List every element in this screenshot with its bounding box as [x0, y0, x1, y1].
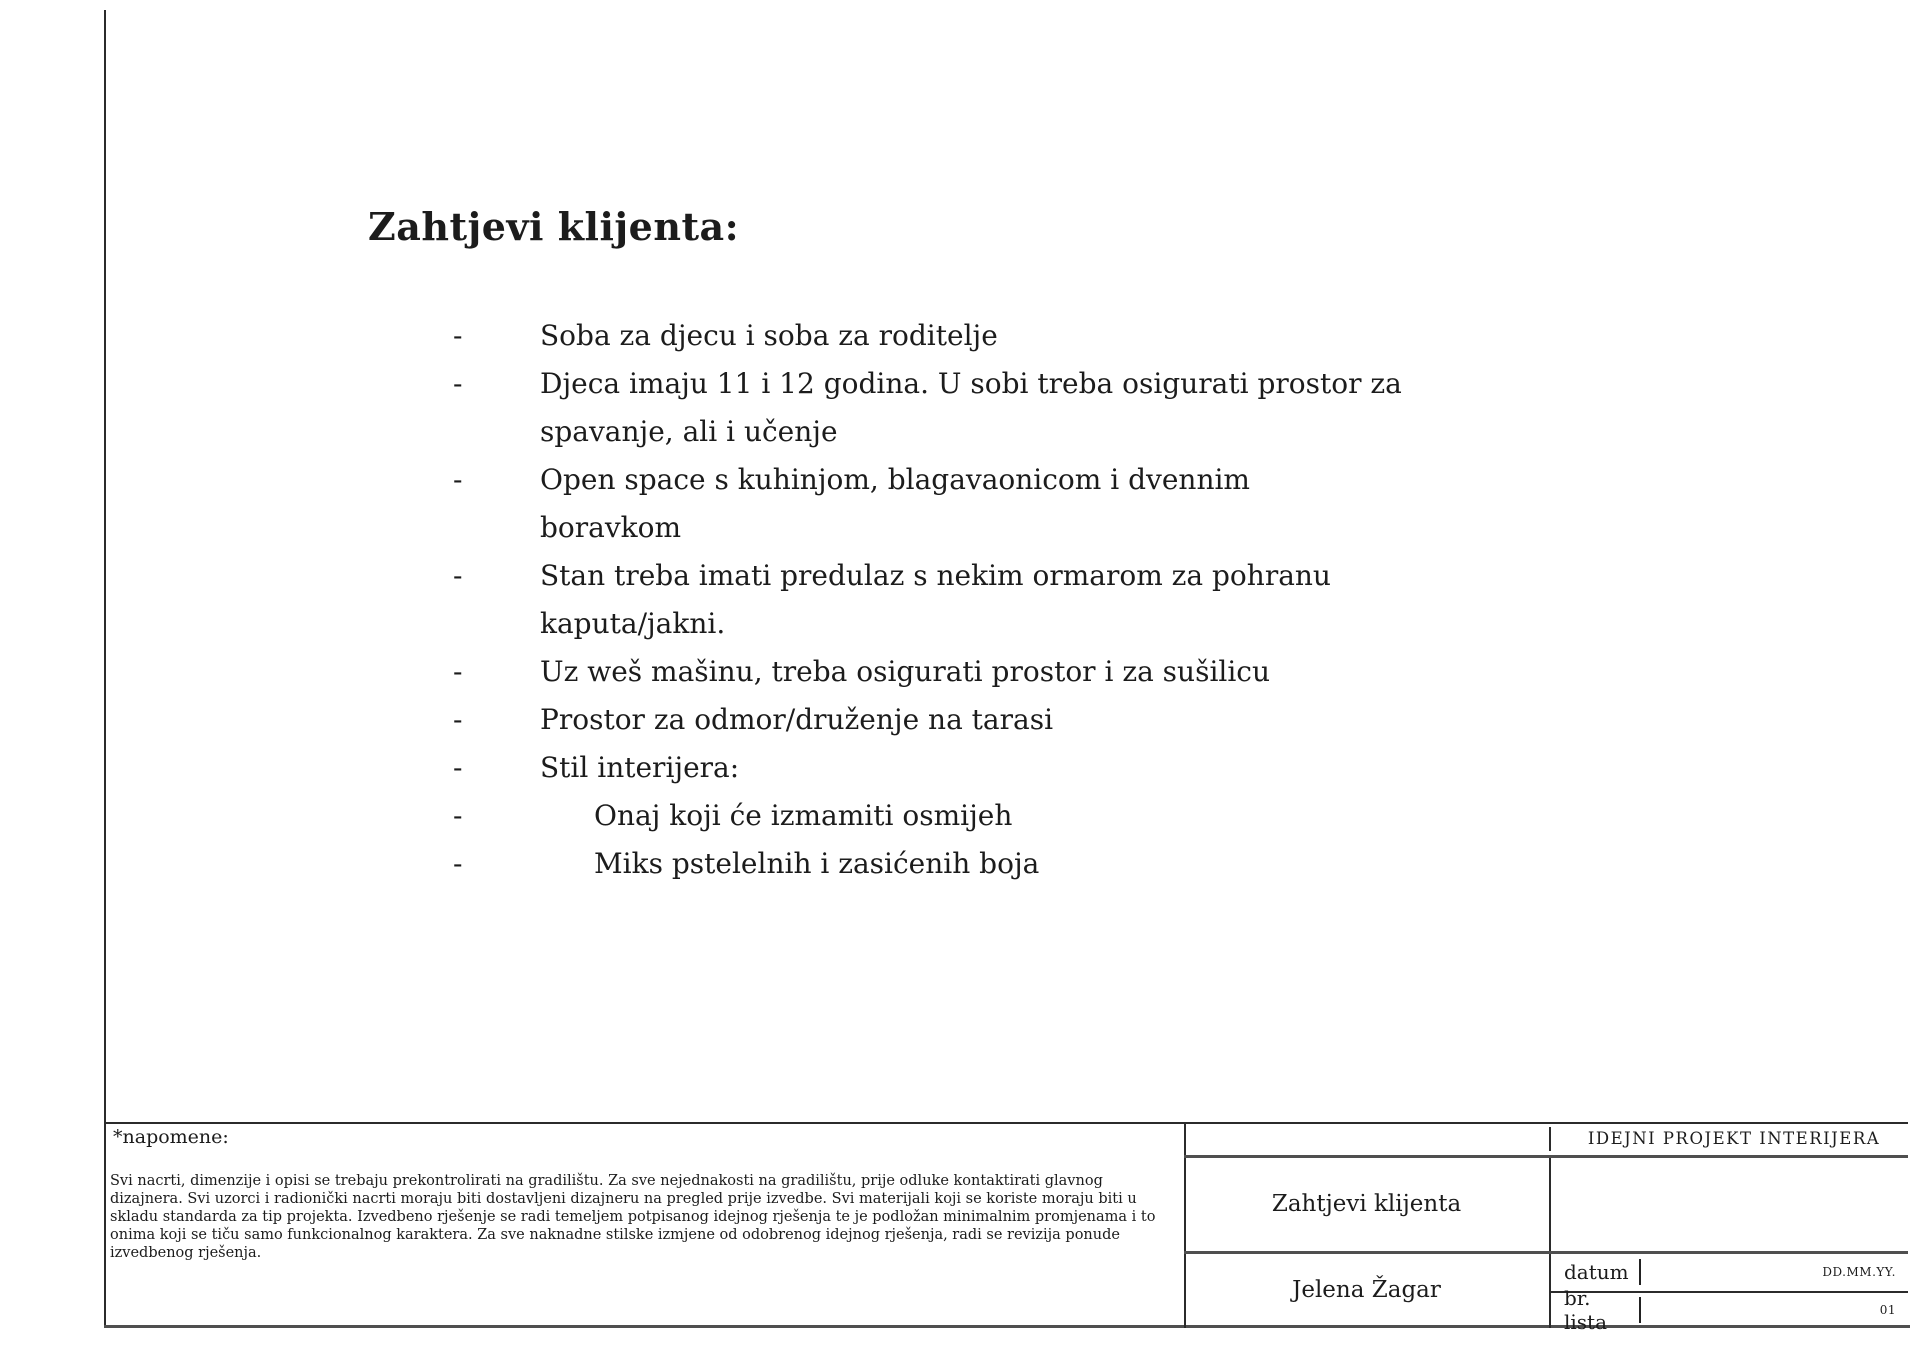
bullet-text: Open space s kuhinjom, blagavaonicom i dvennim boravkom: [540, 463, 1250, 544]
date-label: datum: [1564, 1259, 1629, 1284]
bullet-item: [453, 456, 1402, 552]
notes-text: Svi nacrti, dimenzije i opisi se trebaju prekontrolirati na gradilištu. Za sve nejednakosti na gradilištu, prije odluke kontaktirati glavnog dizajnera. Svi uzorci i radionički nacrti moraju biti dostavljeni dizajneru na pregled prije izvedbe. Svi materijali koji se koriste moraju biti u skladu standarda za tip projekta. Izvedbeno rješenje se radi temeljem potpisanog idejnog rješenja te je podložan minimalnim promjenama i to onima koji se tiču samo funkcionalnog karaktera. Za sve naknadne stilske izmjene od odobrenog idejnog rješenja, radi se revizija ponude izvedbenog rješenja.: [110, 1173, 1156, 1261]
bullet-dash: -: [453, 655, 463, 688]
sheet-number-label: br. lista: [1564, 1286, 1608, 1334]
notes-label: *napomene:: [113, 1126, 229, 1148]
bullet-text: Onaj koji će izmamiti osmijeh: [594, 799, 1013, 832]
project-type: IDEJNI PROJEKT INTERIJERA: [1587, 1129, 1881, 1148]
requirements-list: [453, 312, 1402, 888]
bullet-item: [453, 648, 1402, 696]
bullet-text: Uz weš mašinu, treba osigurati prostor i za sušilicu: [540, 655, 1271, 688]
sheet-number-row: [1549, 1286, 1908, 1334]
bullet-dash: -: [453, 559, 463, 592]
bullet-item: [453, 552, 1402, 648]
bullet-item: [453, 840, 1402, 888]
page-title: Zahtjevi klijenta:: [368, 204, 740, 249]
sheet-title: Zahtjevi klijenta: [1271, 1190, 1462, 1217]
bullet-text: Soba za djecu i soba za roditelje: [540, 319, 998, 352]
bullet-dash: -: [453, 703, 463, 736]
sheet-number-value: 01: [1879, 1303, 1896, 1317]
bullet-text: Stil interijera:: [540, 751, 740, 784]
bullet-text: Prostor za odmor/druženje na tarasi: [540, 703, 1054, 736]
page-margin-line: [104, 10, 106, 1328]
bullet-text: Djeca imaju 11 i 12 godina. U sobi treba osigurati prostor za spavanje, ali i učenje: [540, 367, 1402, 448]
bullet-text: Miks pstelelnih i zasićenih boja: [594, 847, 1040, 880]
bullet-item: [453, 360, 1402, 456]
bullet-item: [453, 696, 1402, 744]
designer-name: Jelena Žagar: [1292, 1277, 1441, 1303]
project-type-tick: [1549, 1127, 1551, 1151]
bullet-dash: -: [453, 367, 463, 400]
bullet-dash: -: [453, 751, 463, 784]
bullet-dash: -: [453, 463, 463, 496]
bullet-item: [453, 312, 1402, 360]
bullet-dash: -: [453, 799, 463, 832]
bullet-text: Stan treba imati predulaz s nekim ormarom za pohranu kaputa/jakni.: [540, 559, 1331, 640]
bullet-dash: -: [453, 319, 463, 352]
bullet-item: [453, 792, 1402, 840]
date-value: DD.MM.YY.: [1822, 1264, 1896, 1279]
bullet-item: [453, 744, 1402, 792]
bullet-dash: -: [453, 847, 463, 880]
